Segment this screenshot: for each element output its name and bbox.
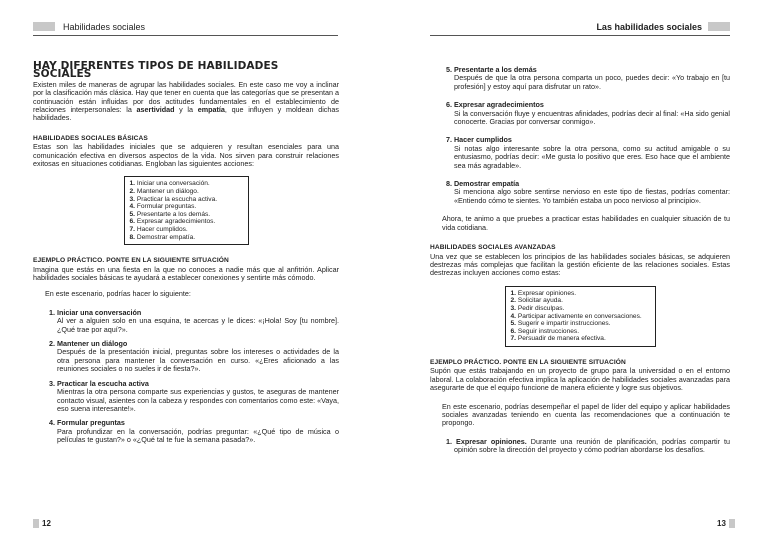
step-title: 1. Iniciar una conversación: [49, 307, 142, 317]
page-number-left: [33, 519, 51, 528]
list-item: 2. Mantener un diálogo.: [129, 188, 199, 196]
left-content: [33, 62, 339, 445]
step-item: [33, 419, 339, 444]
list-item: 4. Participar activamente en conversaciones.: [510, 312, 642, 320]
list-item: 5. Sugerir e impartir instrucciones.: [510, 320, 611, 328]
basic-paragraph: Estas son las habilidades iniciales que se adquieren y resultan esenciales para una comunicación efectiva en diversos aspectos de la vida. Nos sirven para construir relaciones exitosas en situaciones cotidianas. Engloban las siguientes acciones:: [33, 142, 339, 169]
intro-text-mid: y la: [174, 105, 198, 115]
header-rule: [430, 35, 730, 36]
step-body: Si menciona algo sobre sentirse nervioso en este tipo de fiestas, podrías comentar: «Entiendo cómo te sientes. Yo también estaba un poco nervioso al principio».: [454, 187, 730, 205]
header-marker: [33, 22, 55, 31]
step-item: [430, 438, 730, 455]
step-item: [430, 66, 730, 91]
list-item: 5. Presentarte a los demás.: [129, 210, 211, 218]
step-body: Durante una reunión de planificación, podrías compartir tu opinión sobre la dirección del proyecto y cómo podrían abordarse los desafíos.: [454, 436, 730, 455]
left-page: [0, 0, 386, 546]
intro-bold-empatia: empatía: [197, 105, 225, 115]
step-title: 6. Expresar agradecimientos: [446, 100, 544, 110]
example-heading: EJEMPLO PRÁCTICO. PONTE EN LA SIGUIENTE SITUACIÓN: [33, 257, 229, 265]
header-title: Las habilidades sociales: [596, 21, 702, 32]
step-item: [430, 180, 730, 205]
step-body: Al ver a alguien solo en una esquina, te acercas y le dices: «¡Hola! Soy [tu nombre]. ¿Qué trae por aquí?».: [57, 316, 339, 334]
step-body: Para profundizar en la conversación, podrías preguntar: «¿Qué tipo de música o películas te gustan?» o «¿Qué tal te fue la semana pasada?».: [57, 426, 339, 445]
step-item: [33, 309, 339, 334]
step-item: [33, 340, 339, 374]
section-title: HAY DIFERENTES TIPOS DE HABILIDADES SOCIALES: [33, 60, 279, 81]
page-number: 13: [717, 519, 726, 528]
page-number-right: [717, 519, 735, 528]
list-item: 7. Persuadir de manera efectiva.: [510, 335, 606, 343]
step-item: [33, 380, 339, 414]
list-item: 6. Seguir instrucciones.: [510, 327, 580, 335]
step-paragraph: [446, 438, 730, 455]
advanced-heading: HABILIDADES SOCIALES AVANZADAS: [430, 244, 556, 252]
intro-text-a: Existen miles de maneras de agrupar las habilidades sociales. En este caso me voy a inclinar por la clasificación más clásica. Hay que tener en cuenta que las categorías que se presentan a continuación están influidas por dos actitudes fundamentales en el establecimiento de relaciones interpersonales: la: [33, 79, 339, 115]
page-number: 12: [42, 519, 51, 528]
intro-paragraph: [33, 81, 339, 123]
list-item: 4. Formular preguntas.: [129, 203, 197, 211]
step-title: 5. Presentarte a los demás: [446, 65, 537, 74]
step-body: Si notas algo interesante sobre la otra persona, como su actitud amigable o su entusiasmo, podrías decir: «Me gusta lo positivo que eres. Eso hace que el ambiente sea más agradable».: [454, 143, 730, 170]
right-page: [387, 0, 773, 546]
intro-text-c: , que influyen y moldean dichas habilidades.: [33, 105, 339, 123]
list-item: 3. Practicar la escucha activa.: [129, 195, 218, 203]
step-title: 4. Formular preguntas: [49, 418, 125, 428]
step-body: Si la conversación fluye y encuentras afinidades, podrías decir al final: «Ha sido genial conocerte. Gracias por conversar conmigo».: [454, 108, 730, 127]
basic-skills-list: [130, 180, 242, 241]
advanced-skills-list: [511, 290, 649, 343]
list-item: 6. Expresar agradecimientos.: [129, 218, 216, 226]
running-header-left: [33, 21, 338, 32]
step-body: Después de la presentación inicial, preguntas sobre los intereses o actividades de la otra persona para mantener la conversación en curso. «¿Eres aficionado a las reuniones sociales o no sueles ir de fiesta?».: [57, 347, 339, 374]
right-content: [430, 66, 730, 455]
example-paragraph: Supón que estás trabajando en un proyecto de grupo para la universidad o en el entorno laboral. La colaboración efectiva implica la aplicación de habilidades sociales avanzadas para asegurarte de que el equipo funcione de manera eficiente y logre sus objetivos.: [430, 366, 730, 393]
step-title: 8. Demostrar empatía: [446, 179, 520, 189]
step-title: 7. Hacer cumplidos: [446, 135, 512, 145]
example-paragraph: Imagina que estás en una fiesta en la que no conoces a nadie más que al anfitrión. Aplicar habilidades sociales básicas te ayudará a establecer conexiones y sentirte más cómodo.: [33, 264, 339, 283]
list-item: 1. Expresar opiniones.: [510, 289, 577, 297]
basic-skills-box: [124, 176, 249, 245]
example-heading: EJEMPLO PRÁCTICO. PONTE EN LA SIGUIENTE SITUACIÓN: [430, 358, 626, 366]
list-item: 3. Pedir disculpas.: [510, 304, 565, 312]
header-title: Habilidades sociales: [63, 21, 146, 32]
page-number-marker: [33, 519, 39, 528]
step-item: [430, 136, 730, 170]
step-body: Después de que la otra persona comparta un poco, puedes decir: «Yo trabajo en [tu profesión] y estoy aquí para disfrutar un rato».: [454, 73, 730, 91]
scenario-paragraph: En este escenario, podrías desempeñar el papel de líder del equipo y aplicar habilidades sociales avanzadas teniendo en cuenta las recomendaciones que a continuación te propongo.: [442, 401, 730, 428]
list-item: 1. Iniciar una conversación.: [129, 180, 210, 188]
header-rule: [33, 35, 338, 36]
step-title: 2. Mantener un diálogo: [49, 339, 128, 349]
intro-bold-asertividad: asertividad: [136, 105, 175, 115]
list-item: 7. Hacer cumplidos.: [129, 226, 188, 234]
advanced-skills-box: [505, 286, 656, 347]
list-item: 2. Solicitar ayuda.: [510, 297, 563, 305]
running-header-right: [430, 21, 730, 32]
page-number-marker: [729, 519, 735, 528]
basic-heading: HABILIDADES SOCIALES BÁSICAS: [33, 134, 148, 142]
advanced-paragraph: Una vez que se establecen los principios de las habilidades sociales básicas, se adquieren destrezas más complejas que facilitan la gestión eficiente de las relaciones sociales. Estas destrezas incluyen acciones como estas:: [430, 251, 730, 278]
step-title: 3. Practicar la escucha activa: [49, 378, 149, 388]
header-marker: [708, 22, 730, 31]
step-body: Mientras la otra persona comparte sus experiencias y gustos, te aseguras de mantener contacto visual, asientes con la cabeza y respondes con comentarios como este: «Vaya, eso suena interesante!».: [57, 387, 339, 413]
step-item: [430, 101, 730, 126]
scenario-line: En este escenario, podrías hacer lo siguiente:: [45, 289, 191, 299]
step-title: 1. Expresar opiniones.: [446, 436, 527, 446]
practice-paragraph: Ahora, te animo a que pruebes a practicar estas habilidades en cualquier situación de tu vida cotidiana.: [442, 214, 730, 232]
list-item: 8. Demostrar empatía.: [129, 233, 196, 241]
